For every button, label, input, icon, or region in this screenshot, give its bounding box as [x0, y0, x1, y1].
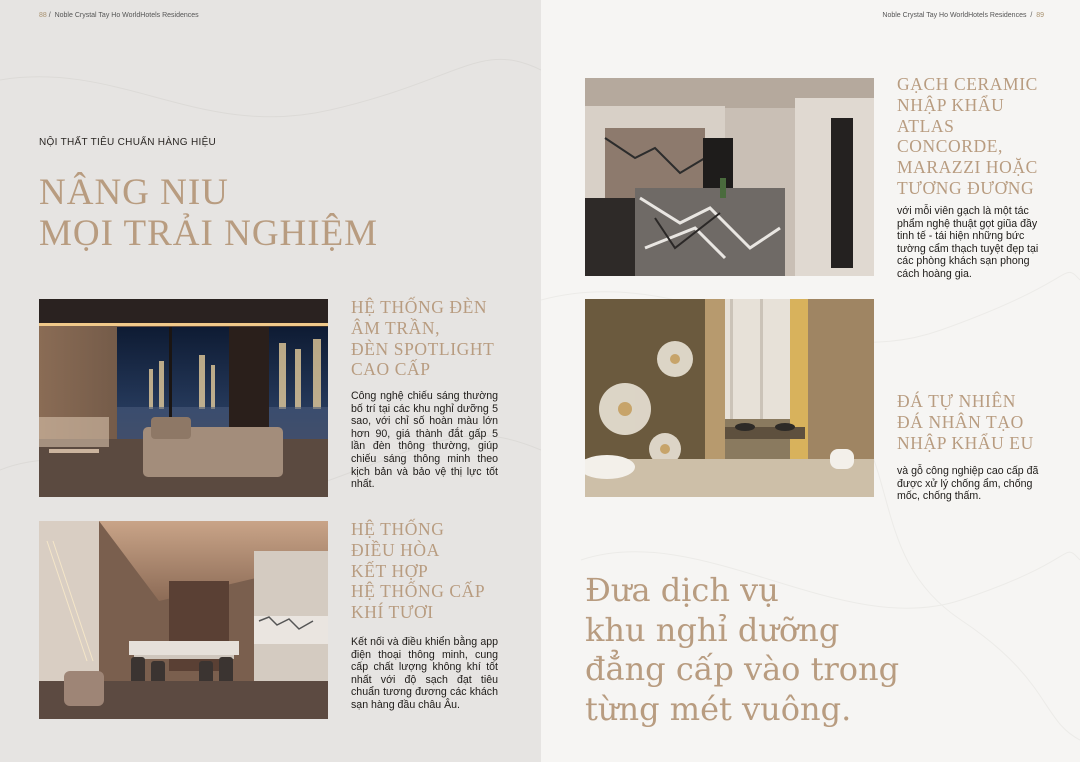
heading-line: NHẬP KHẨU: [897, 94, 1005, 115]
header-title: Noble Crystal Tay Ho WorldHotels Residences: [882, 12, 1027, 19]
air-conditioning-heading: [351, 519, 485, 623]
heading-line: ĐIỀU HÒA: [351, 539, 440, 560]
heading-line: HỆ THỐNG ĐÈN: [351, 297, 488, 317]
heading-line: CONCORDE,: [897, 136, 1004, 157]
heading-line: ĐÁ TỰ NHIÊN: [897, 391, 1017, 411]
ceramic-tile-heading: [897, 74, 1038, 199]
stone-heading: [897, 391, 1034, 453]
heading-line: HỆ THỐNG: [351, 519, 445, 539]
title-line: MỌI TRẢI NGHIỆM: [39, 213, 379, 254]
marble-kitchen-photo: [585, 78, 874, 276]
header-separator: /: [48, 12, 51, 19]
page-header-right: [882, 12, 1044, 19]
stone-description: và gỗ công nghiệp cao cấp đã được xử lý chống ẩm, chống mốc, chống thấm.: [897, 465, 1039, 503]
heading-line: ATLAS: [897, 115, 955, 136]
slogan-line: đẳng cấp vào trong: [585, 650, 900, 688]
slogan-line: từng mét vuông.: [585, 689, 852, 728]
heading-line: KẾT HỢP: [351, 560, 429, 581]
heading-line: TƯƠNG ĐƯƠNG: [897, 177, 1035, 198]
header-title: Noble Crystal Tay Ho WorldHotels Residences: [54, 12, 199, 19]
slogan-line: Đưa dịch vụ: [585, 571, 779, 609]
page-number: 89: [1036, 12, 1044, 19]
header-separator: /: [1030, 12, 1033, 19]
living-room-photo: [39, 299, 328, 497]
page-title: [39, 172, 378, 254]
heading-line: NHẬP KHẨU EU: [897, 432, 1034, 453]
page-header-left: [39, 12, 199, 19]
page-number: 88: [39, 12, 47, 19]
title-line: NÂNG NIU: [39, 172, 229, 213]
heading-line: ĐÁ NHÂN TẠO: [897, 411, 1024, 432]
lighting-heading: [351, 297, 494, 380]
heading-line: KHÍ TƯƠI: [351, 602, 434, 623]
dining-kitchen-photo: [39, 521, 328, 719]
heading-line: MARAZZI HOẶC: [897, 157, 1038, 178]
slogan-line: khu nghỉ dưỡng: [585, 610, 840, 649]
heading-line: GẠCH CERAMIC: [897, 74, 1038, 94]
bathroom-photo: [585, 299, 874, 497]
section-eyebrow: NỘI THẤT TIÊU CHUẨN HÀNG HIỆU: [39, 137, 217, 148]
lighting-description: Công nghệ chiếu sáng thường bố trí tại các khu nghỉ dưỡng 5 sao, với chỉ số hoàn màu lớn hơn 90, giá thành đắt gấp 5 lần đèn thông thường, giúp chiếu sáng thông minh theo kịch bản và bảo vệ thị lực tốt nhất.: [351, 390, 498, 491]
ceramic-tile-description: với mỗi viên gạch là một tác phẩm nghệ thuật gọt giũa đầy tinh tế - tái hiện những bức tường cẩm thạch tuyệt đẹp tại các phòng khách sạn phong cách hoàng gia.: [897, 205, 1039, 280]
heading-line: ÂM TRẦN,: [351, 317, 441, 338]
heading-line: HỆ THỐNG CẤP: [351, 581, 486, 602]
air-conditioning-description: Kết nối và điều khiển bằng app điện thoại thông minh, cung cấp chất lượng không khí tốt nhất với độ sạch đạt tiêu chuẩn tương đương các khách sạn hàng đầu châu Âu.: [351, 636, 498, 711]
slogan: [585, 571, 899, 729]
heading-line: ĐÈN SPOTLIGHT: [351, 338, 495, 359]
heading-line: CAO CẤP: [351, 359, 431, 380]
